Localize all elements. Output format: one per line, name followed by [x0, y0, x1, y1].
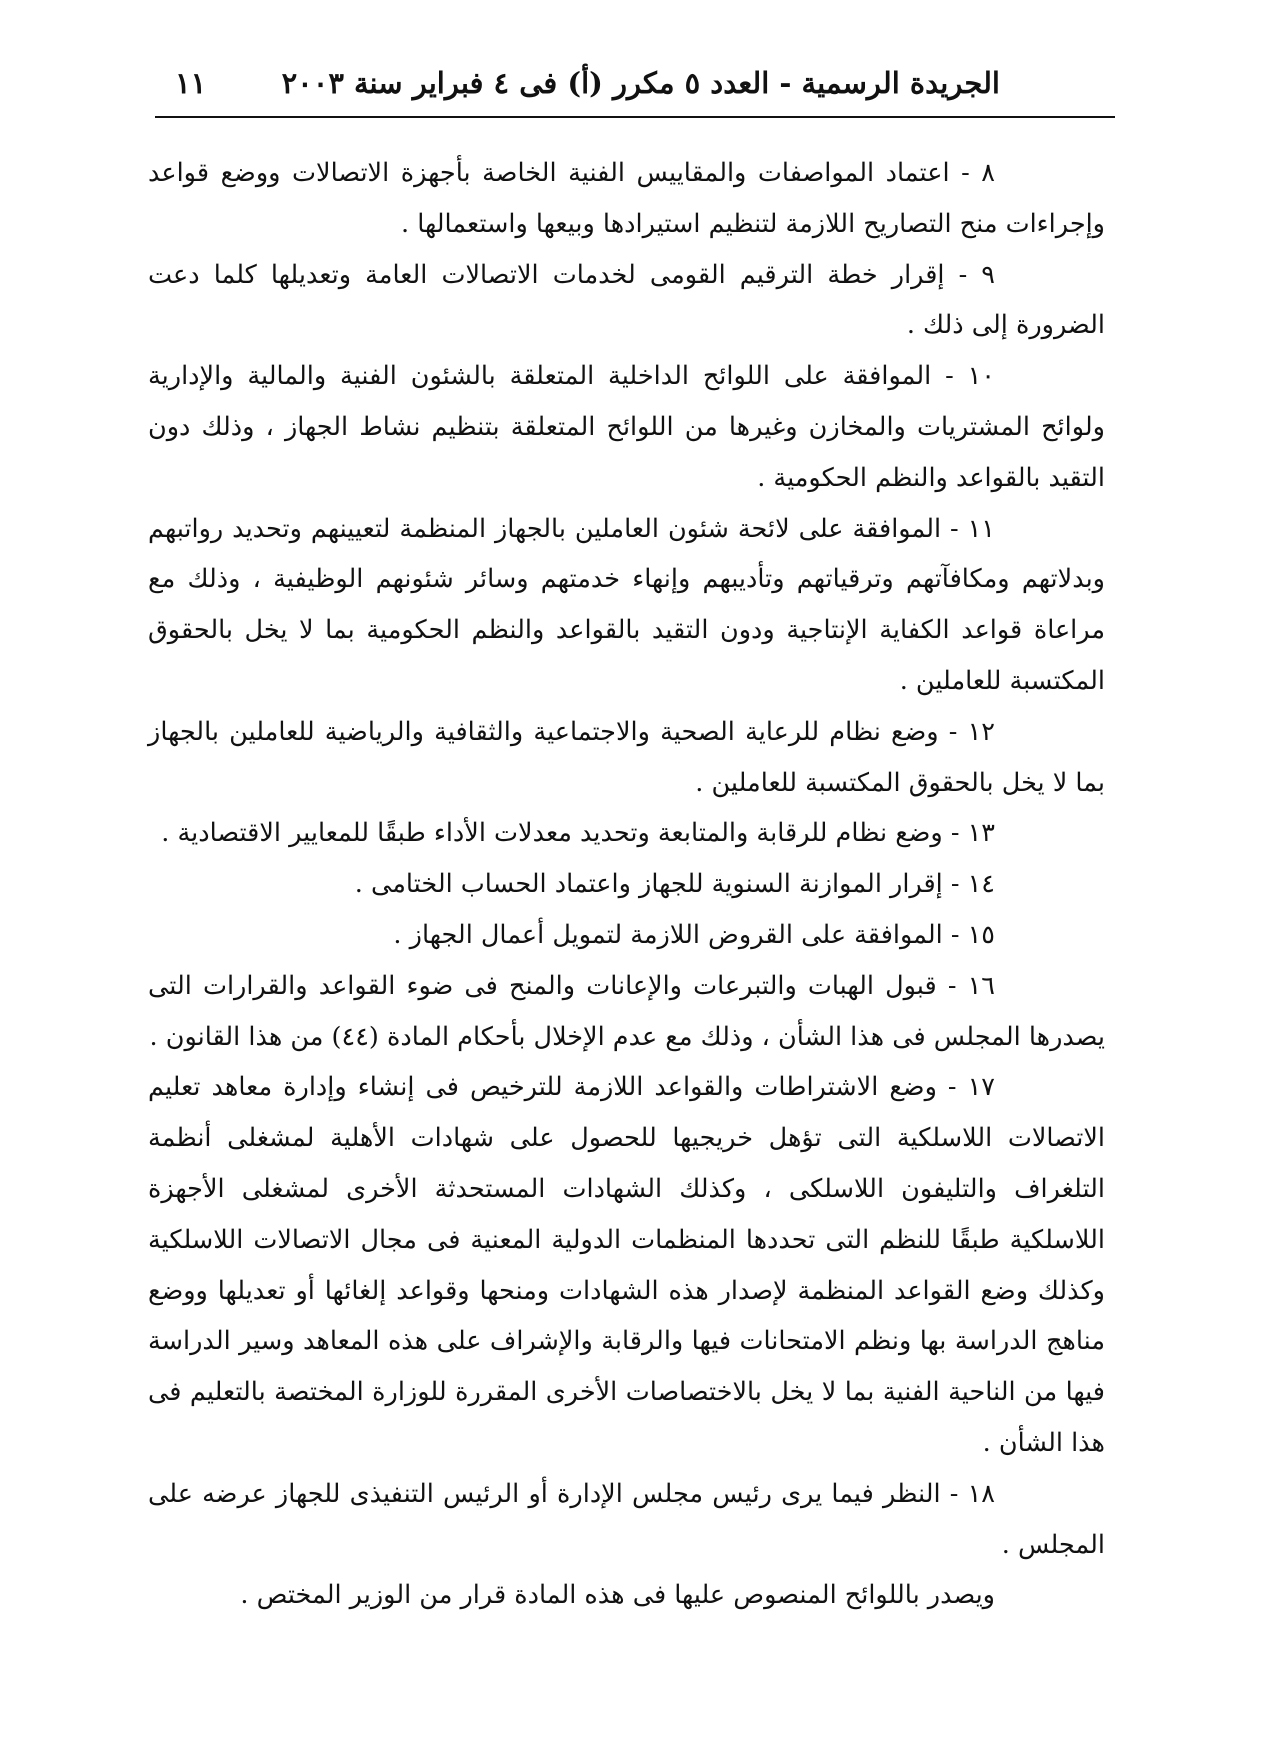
paragraph-item-16: ١٦ - قبول الهبات والتبرعات والإعانات والمنح فى ضوء القواعد والقرارات التى يصدرها المجلس فى هذا الشأن ، وذلك مع عدم الإخلال بأحكام المادة (٤٤) من هذا القانون . [148, 970, 1105, 1052]
paragraph-item-13: ١٣ - وضع نظام للرقابة والمتابعة وتحديد معدلات الأداء طبقًا للمعايير الاقتصادية . [161, 818, 995, 849]
page-number: ١١ [175, 66, 207, 100]
paragraph-item-12: ١٢ - وضع نظام للرعاية الصحية والاجتماعية والثقافية والرياضية للعاملين بالجهاز بما لا يخل بالحقوق المكتسبة للعاملين . [148, 716, 1105, 798]
paragraph-item-9: ٩ - إقرار خطة الترقيم القومى لخدمات الاتصالات العامة وتعديلها كلما دعت الضرورة إلى ذلك . [148, 259, 1105, 341]
article-body [148, 148, 1105, 1621]
page-header [175, 60, 1000, 100]
paragraph-item-18: ١٨ - النظر فيما يرى رئيس مجلس الإدارة أو الرئيس التنفيذى للجهاز عرضه على المجلس . [148, 1478, 1105, 1560]
paragraph-item-10: ١٠ - الموافقة على اللوائح الداخلية المتعلقة بالشئون الفنية والمالية والإدارية ولوائح المشتريات والمخازن وغيرها من اللوائح المتعلقة بتنظيم نشاط الجهاز ، وذلك دون التقيد بالقواعد والنظم الحكومية . [148, 361, 1105, 493]
header-divider [155, 116, 1115, 118]
paragraph-item-14: ١٤ - إقرار الموازنة السنوية للجهاز واعتماد الحساب الختامى . [354, 869, 995, 900]
paragraph-item-15: ١٥ - الموافقة على القروض اللازمة لتمويل أعمال الجهاز . [393, 919, 995, 950]
paragraph-item-8: ٨ - اعتماد المواصفات والمقاييس الفنية الخاصة بأجهزة الاتصالات ووضع قواعد وإجراءات منح التصاريح اللازمة لتنظيم استيرادها وبيعها واستعمالها . [148, 158, 1105, 239]
closing-paragraph: ويصدر باللوائح المنصوص عليها فى هذه المادة قرار من الوزير المختص . [240, 1580, 995, 1611]
paragraph-item-11: ١١ - الموافقة على لائحة شئون العاملين بالجهاز المنظمة لتعيينهم وتحديد رواتبهم وبدلاتهم ومكافآتهم وترقياتهم وتأديبهم وإنهاء خدمتهم وسائر شئونهم الوظيفية ، وذلك مع مراعاة قواعد الكفاية الإنتاجية ودون التقيد بالقواعد والنظم الحكومية بما لا يخل بالحقوق المكتسبة للعاملين . [148, 513, 1105, 696]
header-title: الجريدة الرسمية - العدد ٥ مكرر (أ) فى ٤ فبراير سنة ٢٠٠٣ [281, 66, 1000, 100]
paragraph-item-17: ١٧ - وضع الاشتراطات والقواعد اللازمة للترخيص فى إنشاء وإدارة معاهد تعليم الاتصالات اللاسلكية التى تؤهل خريجيها للحصول على شهادات الأهلية لمشغلى أنظمة التلغراف والتليفون اللاسلكى ، وكذلك الشهادات المستحدثة الأخرى لمشغلى الأجهزة اللاسلكية طبقًا للنظم التى تحددها المنظمات الدولية المعنية فى مجال الاتصالات اللاسلكية وكذلك وضع القواعد المنظمة لإصدار هذه الشهادات ومنحها وقواعد إلغائها أو تعديلها ووضع مناهج الدراسة بها ونظم الامتحانات فيها والرقابة والإشراف على هذه المعاهد وسير الدراسة فيها من الناحية الفنية بما لا يخل بالاختصاصات الأخرى المقررة للوزارة المختصة بالتعليم فى هذا الشأن . [148, 1072, 1105, 1458]
